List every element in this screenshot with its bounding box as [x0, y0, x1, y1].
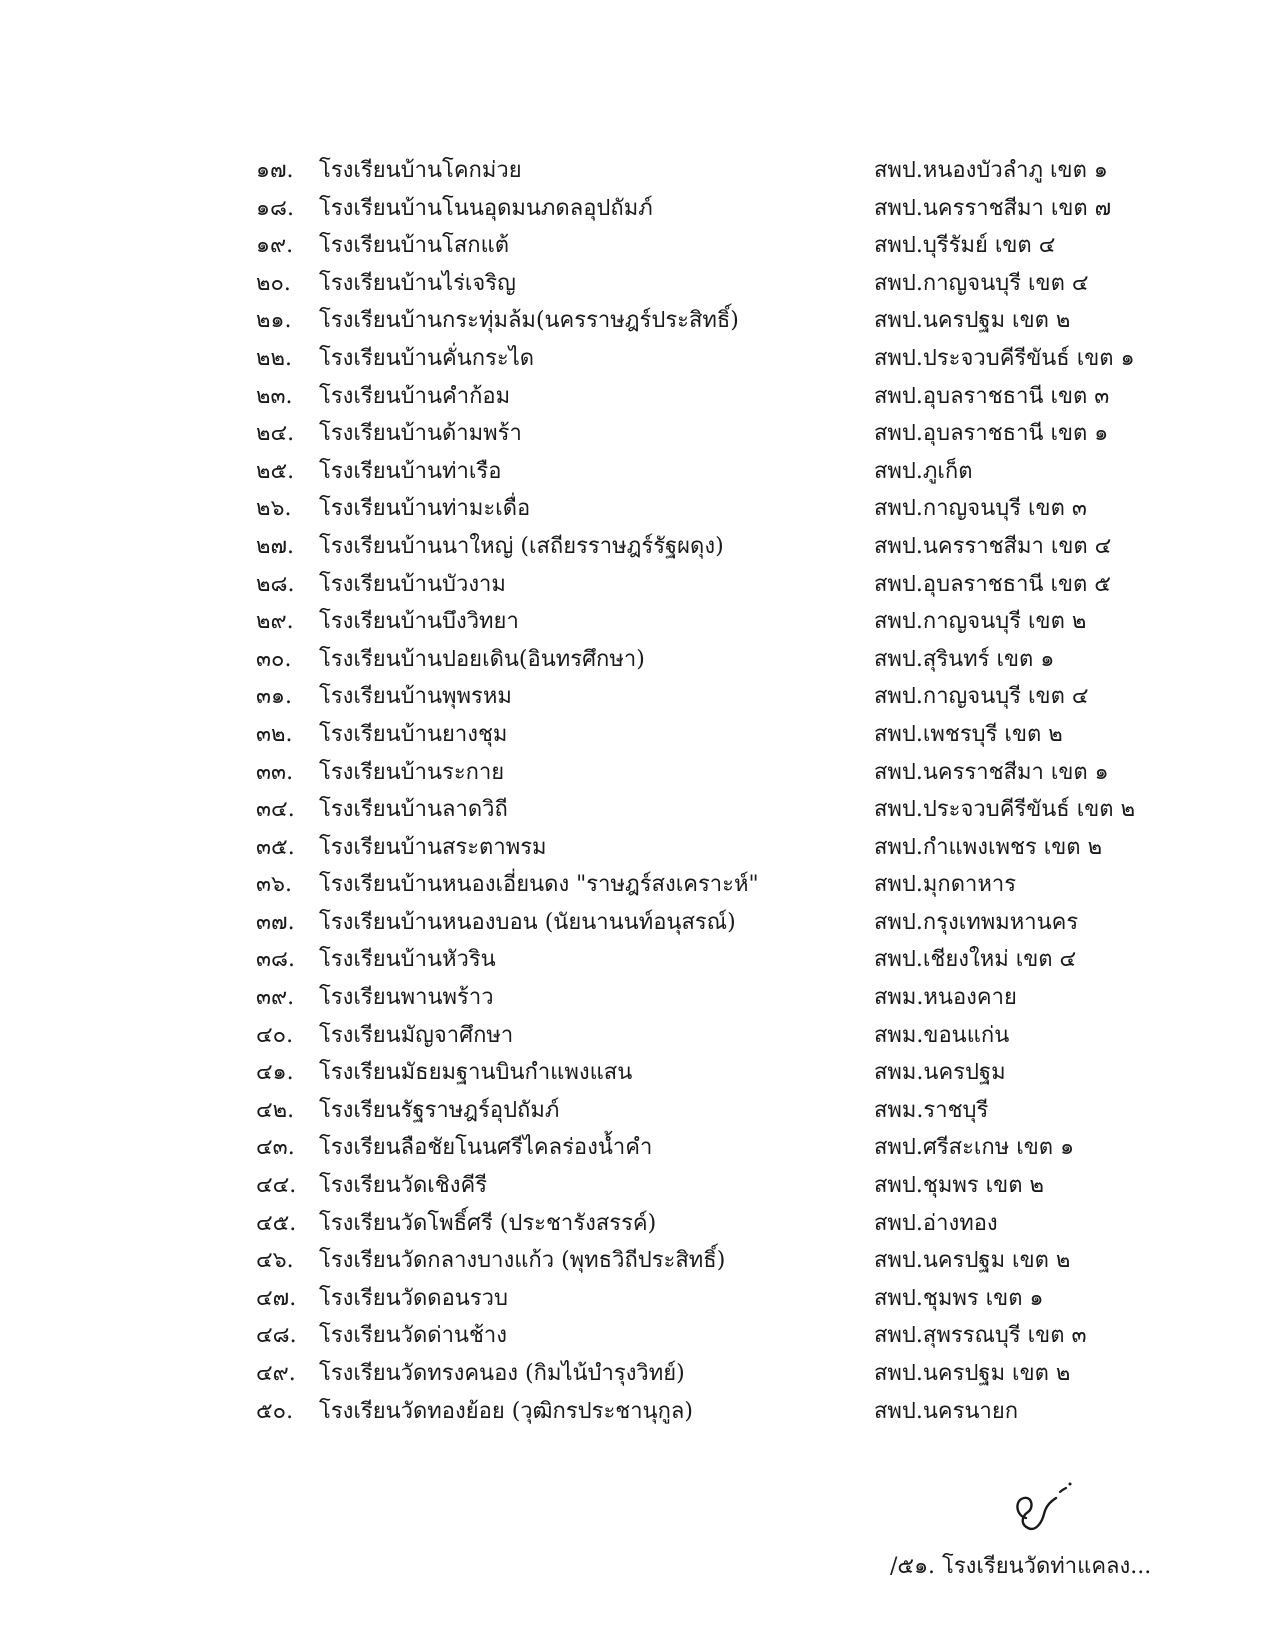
education-office: สพป.อุบลราชธานี เขต ๑	[874, 421, 1109, 447]
list-item	[256, 340, 1156, 378]
education-office: สพม.ขอนแก่น	[874, 1022, 1010, 1048]
list-item	[256, 415, 1156, 453]
school-name: โรงเรียนบ้านหัวริน	[319, 947, 496, 973]
list-item	[256, 227, 1156, 265]
education-office: สพป.นครปฐม เขต ๒	[874, 1361, 1071, 1386]
school-name: โรงเรียนวัดทองย้อย (วุฒิกรประชานุกูล)	[319, 1398, 693, 1424]
education-office: สพป.มุกดาหาร	[874, 872, 1017, 898]
item-number: ๓๐.	[256, 646, 292, 672]
school-name: โรงเรียนลือชัยโนนศรีไคลร่องน้ำคำ	[319, 1135, 653, 1161]
education-office: สพป.อุบลราชธานี เขต ๓	[874, 383, 1110, 409]
school-name: โรงเรียนบ้านสระตาพรม	[319, 834, 547, 860]
handwritten-signature	[1008, 1478, 1078, 1534]
item-number: ๔๗.	[256, 1285, 297, 1311]
school-name: โรงเรียนบ้านลาดวิถี	[319, 797, 508, 823]
school-name: โรงเรียนบ้านโสกแต้	[319, 233, 510, 259]
education-office: สพป.นครปฐม เขต ๒	[874, 308, 1071, 334]
list-item	[256, 791, 1156, 829]
item-number: ๓๒.	[256, 721, 293, 747]
list-item	[256, 1317, 1156, 1355]
education-office: สพป.นครราชสีมา เขต ๔	[874, 533, 1112, 559]
item-number: ๓๔.	[256, 797, 295, 823]
list-item	[256, 1092, 1156, 1130]
item-number: ๔๕.	[256, 1210, 297, 1236]
item-number: ๑๙.	[256, 233, 294, 259]
school-name: โรงเรียนบ้านโนนอุดมนภดลอุปถัมภ์	[319, 195, 653, 221]
school-name: โรงเรียนบ้านระกาย	[319, 759, 505, 785]
list-item	[256, 190, 1156, 228]
item-number: ๔๑.	[256, 1060, 294, 1086]
school-name: โรงเรียนบ้านไร่เจริญ	[319, 270, 516, 296]
education-office: สพป.กาญจนบุรี เขต ๔	[874, 684, 1089, 710]
item-number: ๒๔.	[256, 421, 295, 447]
school-name: โรงเรียนมัญจาศึกษา	[319, 1022, 514, 1048]
school-name: โรงเรียนรัฐราษฎร์อุปถัมภ์	[319, 1097, 560, 1123]
school-name: โรงเรียนพานพร้าว	[319, 985, 494, 1011]
item-number: ๔๔.	[256, 1173, 297, 1199]
list-item	[256, 453, 1156, 491]
list-item	[256, 941, 1156, 979]
education-office: สพป.ภูเก็ต	[874, 458, 973, 484]
education-office: สพป.นครปฐม เขต ๒	[874, 1248, 1071, 1274]
list-item	[256, 528, 1156, 566]
item-number: ๔๓.	[256, 1135, 295, 1161]
item-number: ๔๙.	[256, 1361, 296, 1386]
item-number: ๒๘.	[256, 571, 295, 597]
education-office: สพป.ชุมพร เขต ๒	[874, 1173, 1044, 1199]
item-number: ๓๖.	[256, 872, 292, 898]
item-number: ๔๒.	[256, 1097, 295, 1123]
education-office: สพป.หนองบัวลำภู เขต ๑	[874, 158, 1108, 183]
list-item	[256, 641, 1156, 679]
education-office: สพป.สุรินทร์ เขต ๑	[874, 646, 1055, 672]
education-office: สพป.กาญจนบุรี เขต ๓	[874, 496, 1087, 522]
school-name: โรงเรียนบ้านยางชุม	[319, 721, 508, 747]
school-name: โรงเรียนบ้านกระทุ่มล้ม(นครราษฎร์ประสิทธิ์)	[319, 308, 739, 334]
school-name: โรงเรียนบ้านหนองบอน (นัยนานนท์อนุสรณ์)	[319, 909, 736, 935]
item-number: ๒๖.	[256, 496, 292, 522]
continuation-note: /๕๑. โรงเรียนวัดท่าแคลง...	[890, 1554, 1152, 1579]
item-number: ๔๐.	[256, 1022, 294, 1048]
school-name: โรงเรียนบ้านบัวงาม	[319, 571, 506, 597]
list-item	[256, 1129, 1156, 1167]
item-number: ๕๐.	[256, 1398, 294, 1424]
school-name: โรงเรียนบ้านโคกม่วย	[319, 158, 522, 183]
item-number: ๔๘.	[256, 1323, 297, 1349]
education-office: สพป.สุพรรณบุรี เขต ๓	[874, 1323, 1087, 1349]
education-office: สพป.เพชรบุรี เขต ๒	[874, 721, 1063, 747]
item-number: ๑๘.	[256, 195, 294, 221]
education-office: สพป.กาญจนบุรี เขต ๒	[874, 609, 1087, 635]
list-item	[256, 979, 1156, 1017]
list-item	[256, 866, 1156, 904]
list-item	[256, 829, 1156, 867]
education-office: สพป.เชียงใหม่ เขต ๔	[874, 947, 1077, 973]
school-name: โรงเรียนบ้านท่ามะเดื่อ	[319, 496, 531, 522]
item-number: ๓๕.	[256, 834, 295, 860]
education-office: สพป.อ่างทอง	[874, 1210, 998, 1236]
list-item	[256, 265, 1156, 303]
school-name: โรงเรียนวัดทรงคนอง (กิมไน้บำรุงวิทย์)	[319, 1361, 685, 1386]
list-item	[256, 1017, 1156, 1055]
education-office: สพป.ชุมพร เขต ๑	[874, 1285, 1044, 1311]
list-item	[256, 1167, 1156, 1205]
education-office: สพป.ประจวบคีรีขันธ์ เขต ๒	[874, 797, 1136, 823]
list-item	[256, 152, 1156, 190]
item-number: ๒๗.	[256, 533, 295, 559]
list-item	[256, 603, 1156, 641]
education-office: สพป.กำแพงเพชร เขต ๒	[874, 834, 1103, 860]
list-item	[256, 1205, 1156, 1243]
item-number: ๒๐.	[256, 270, 291, 296]
school-name: โรงเรียนบ้านท่าเรือ	[319, 458, 502, 484]
list-item	[256, 1393, 1156, 1431]
list-item	[256, 302, 1156, 340]
list-item	[256, 378, 1156, 416]
education-office: สพป.กรุงเทพมหานคร	[874, 909, 1079, 935]
item-number: ๔๖.	[256, 1248, 294, 1274]
school-name: โรงเรียนวัดกลางบางแก้ว (พุทธวิถีประสิทธิ์)	[319, 1248, 726, 1274]
school-name: โรงเรียนบ้านหนองเอี่ยนดง "ราษฎร์สงเคราะห์"	[319, 872, 759, 898]
item-number: ๒๒.	[256, 345, 292, 371]
school-name: โรงเรียนบ้านบึงวิทยา	[319, 609, 519, 635]
item-number: ๓๙.	[256, 985, 295, 1011]
list-item	[256, 1355, 1156, 1393]
school-list	[256, 152, 1156, 1430]
education-office: สพม.ราชบุรี	[874, 1097, 989, 1123]
list-item	[256, 1242, 1156, 1280]
school-name: โรงเรียนบ้านนาใหญ่ (เสถียรราษฎร์รัฐผดุง)	[319, 533, 724, 559]
item-number: ๓๓.	[256, 759, 294, 785]
education-office: สพป.นครนายก	[874, 1398, 1019, 1424]
list-item	[256, 754, 1156, 792]
school-name: โรงเรียนมัธยมฐานบินกำแพงแสน	[319, 1060, 633, 1086]
school-name: โรงเรียนบ้านคำก้อม	[319, 383, 511, 409]
list-item	[256, 490, 1156, 528]
school-name: โรงเรียนวัดโพธิ์ศรี (ประชารังสรรค์)	[319, 1210, 657, 1236]
education-office: สพป.ประจวบคีรีขันธ์ เขต ๑	[874, 345, 1135, 371]
school-name: โรงเรียนบ้านคั่นกระได	[319, 345, 535, 371]
list-item	[256, 566, 1156, 604]
item-number: ๓๘.	[256, 947, 296, 973]
education-office: สพป.กาญจนบุรี เขต ๔	[874, 270, 1089, 296]
item-number: ๒๑.	[256, 308, 292, 334]
school-name: โรงเรียนบ้านปอยเดิน(อินทรศึกษา)	[319, 646, 645, 672]
list-item	[256, 1280, 1156, 1318]
school-name: โรงเรียนวัดดอนรวบ	[319, 1285, 508, 1311]
education-office: สพป.นครราชสีมา เขต ๗	[874, 195, 1112, 221]
education-office: สพม.หนองคาย	[874, 985, 1017, 1011]
school-name: โรงเรียนวัดเชิงคีรี	[319, 1173, 488, 1199]
school-name: โรงเรียนบ้านด้ามพร้า	[319, 421, 522, 447]
school-name: โรงเรียนบ้านพุพรหม	[319, 684, 512, 710]
list-item	[256, 1054, 1156, 1092]
item-number: ๓๑.	[256, 684, 292, 710]
education-office: สพม.นครปฐม	[874, 1060, 1006, 1086]
education-office: สพป.อุบลราชธานี เขต ๕	[874, 571, 1111, 597]
list-item	[256, 716, 1156, 754]
education-office: สพป.บุรีรัมย์ เขต ๔	[874, 233, 1056, 259]
list-item	[256, 678, 1156, 716]
school-name: โรงเรียนวัดด่านช้าง	[319, 1323, 507, 1349]
item-number: ๒๓.	[256, 383, 293, 409]
item-number: ๑๗.	[256, 158, 294, 183]
item-number: ๓๗.	[256, 909, 295, 935]
education-office: สพป.นครราชสีมา เขต ๑	[874, 759, 1109, 785]
item-number: ๒๕.	[256, 458, 295, 484]
list-item	[256, 904, 1156, 942]
item-number: ๒๙.	[256, 609, 294, 635]
education-office: สพป.ศรีสะเกษ เขต ๑	[874, 1135, 1075, 1161]
